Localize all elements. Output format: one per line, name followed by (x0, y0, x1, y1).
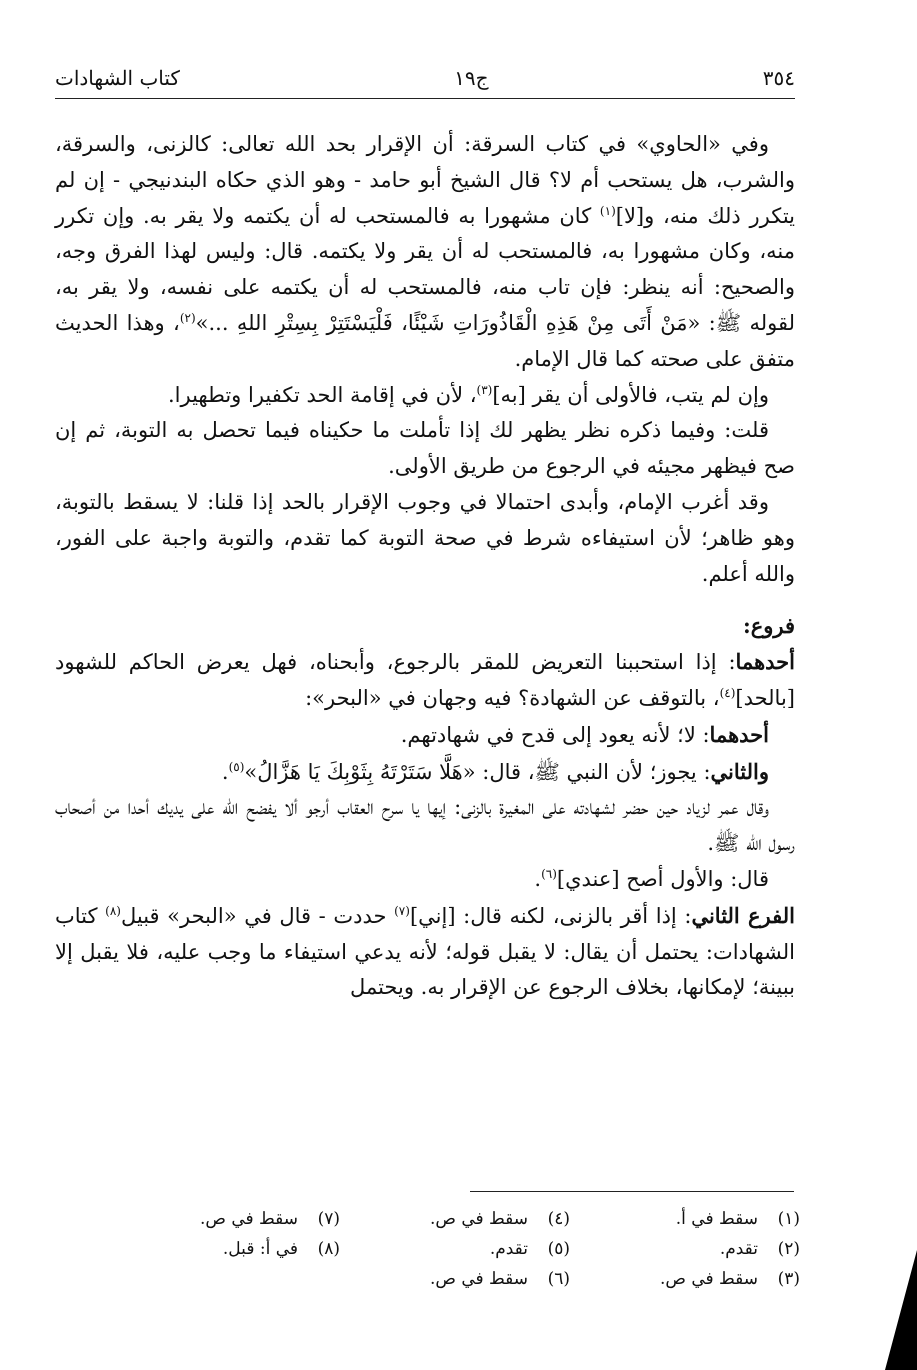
paragraph-9 (55, 862, 795, 898)
paragraph-7 (55, 754, 795, 791)
text-run: : إذا أقر بالزنى، لكنه قال: [إني] (409, 903, 692, 928)
footnote-ref: (٢) (179, 310, 196, 325)
footnote-item (110, 1236, 340, 1262)
footnote-ref: (٤) (719, 685, 736, 700)
footnote-ref: (٥) (228, 759, 245, 774)
volume-label: ج١٩ (454, 66, 489, 90)
text-run: قال: والأول أصح [عندي] (556, 866, 769, 891)
text-run: وفي «الحاوي» في كتاب السرقة: أن الإقرار بحد الله تعالى: كالزنى، والسرقة، والشرب، هل يستحب أم لا؟ قال الشيخ أبو حامد - وهو الذي حكاه البندنيجي - إن لم يتكرر ذلك منه، و[لا] (55, 132, 795, 228)
footnote-ref: (٨) (105, 903, 121, 918)
main-text (55, 127, 795, 1006)
text-run: . (221, 759, 229, 784)
footnote-number: (٥) (547, 1239, 570, 1259)
footnote-number: (٨) (317, 1239, 340, 1259)
footnote-number: (٣) (777, 1269, 800, 1289)
text-run: ، بالتوقف عن الشهادة؟ فيه وجهان في «البحر»: (305, 685, 720, 710)
paragraph-lead: أحدهما (709, 721, 769, 747)
paragraph-2 (55, 378, 795, 414)
paragraph-1 (55, 127, 795, 378)
footnote-ref: (٣) (476, 382, 493, 397)
footnote-item (570, 1266, 800, 1292)
footnote-ref: (٧) (394, 903, 410, 918)
footnote-text: سقط في ص. (429, 1269, 528, 1289)
text-run: كتاب الشهادات: يحتمل أن يقال: لا يقبل قوله؛ لأنه يدعي استيفاء ما وجب عليه، فلا يقبل إلا ببينة؛ لإمكانها، بخلاف الرجوع عن الإقرار به. ويحتمل (55, 903, 795, 1000)
footnote-text: في أ: قبل. (222, 1239, 298, 1259)
footnote-divider (470, 1191, 794, 1192)
text-run: ، لأن في إقامة الحد تكفيرا وتطهيرا. (167, 382, 477, 407)
footnotes (110, 1206, 800, 1292)
footnote-text: سقط في ص. (199, 1209, 298, 1229)
paragraph-10 (55, 898, 795, 1006)
text-run: : لا؛ لأنه يعود إلى قدح في شهادتهم. (400, 722, 710, 747)
footnote-item (570, 1236, 800, 1262)
paragraph-5 (55, 644, 795, 717)
text-run: ، وهذا الحديث متفق على صحته كما قال الإمام. (55, 310, 795, 371)
section-heading: فروع: (742, 613, 795, 639)
footnote-text: سقط في أ. (675, 1209, 758, 1229)
running-header (55, 58, 795, 98)
footnote-text: تقدم. (719, 1239, 758, 1259)
text-run: . (534, 866, 542, 891)
text-run: وإن لم يتب، فالأولى أن يقر [به] (492, 382, 769, 407)
footnote-ref: (٦) (541, 866, 557, 881)
footnote-number: (٢) (777, 1239, 800, 1259)
paragraph-4: وقد أغرب الإمام، وأبدى احتمالا في وجوب الإقرار بالحد إذا قلنا: لا يسقط بالتوبة، وهو ظاهر؛ لأن استيفاءه شرط في صحة التوبة كما تقدم، والتوبة واجبة على الفور، والله أعلم. (55, 489, 795, 586)
footnote-ref: (١) (599, 203, 616, 218)
paragraph-8: وقال عمر لزياد حين حضر لشهادته على المغيرة بالزنى: إيها يا سرح العقاب أرجو ألا يفضح الله على يديك أحدا من أصحاب رسول الله ﷺ. (55, 795, 795, 856)
footnote-text: تقدم. (489, 1239, 528, 1259)
paragraph-lead: والثاني (710, 758, 769, 784)
footnote-item (340, 1206, 570, 1232)
book-title: كتاب الشهادات (55, 66, 180, 90)
page-corner-shadow (837, 1250, 917, 1370)
footnote-item (110, 1206, 340, 1232)
paragraph-6 (55, 717, 795, 754)
footnote-number: (٤) (547, 1209, 570, 1229)
page-number: ٣٥٤ (762, 66, 795, 90)
footnote-text: سقط في ص. (659, 1269, 758, 1289)
footnote-number: (١) (777, 1209, 800, 1229)
footnote-item (340, 1236, 570, 1262)
text-run: كان مشهورا به فالمستحب له أن يكتمه ولا يقر به. وإن تكرر منه، وكان مشهورا به، فالمستحب له أن يقر ولا يكتمه. قال: وليس لهذا الفرق وجه، والصحيح: أنه ينظر: فإن تاب منه، فالمستحب له أن يكتمه على نفسه، ولا يقر به، لقوله ﷺ: «مَنْ أَتَى مِنْ هَذِهِ الْقَاذُورَاتِ شَيْئًا، فَلْيَسْتَتِرْ بِسِتْرِ اللهِ ...» (55, 203, 795, 335)
paragraph-lead: أحدهما (735, 649, 795, 675)
text-run: حددت - قال في «البحر» قبيل (120, 903, 395, 928)
footnote-item (340, 1266, 570, 1292)
paragraph-3: قلت: وفيما ذكره نظر يظهر لك إذا تأملت ما حكيناه فيما تحصل به التوبة، ثم إن صح فيظهر مجيئه في الرجوع من طريق الأولى. (55, 418, 795, 479)
footnote-number: (٧) (317, 1209, 340, 1229)
header-divider (55, 98, 795, 99)
footnote-text: سقط في ص. (429, 1209, 528, 1229)
paragraph-lead: الفرع الثاني (691, 902, 795, 928)
text-run: : إذا استحببنا التعريض للمقر بالرجوع، وأبحناه، فهل يعرض الحاكم للشهود [بالحد] (55, 650, 795, 710)
text-run: : يجوز؛ لأن النبي ﷺ، قال: «هَلَّا سَتَرْتَهُ بِثَوْبِكَ يَا هَزَّالُ» (244, 759, 711, 784)
footnote-item (570, 1206, 800, 1232)
footnote-number: (٦) (547, 1269, 570, 1289)
